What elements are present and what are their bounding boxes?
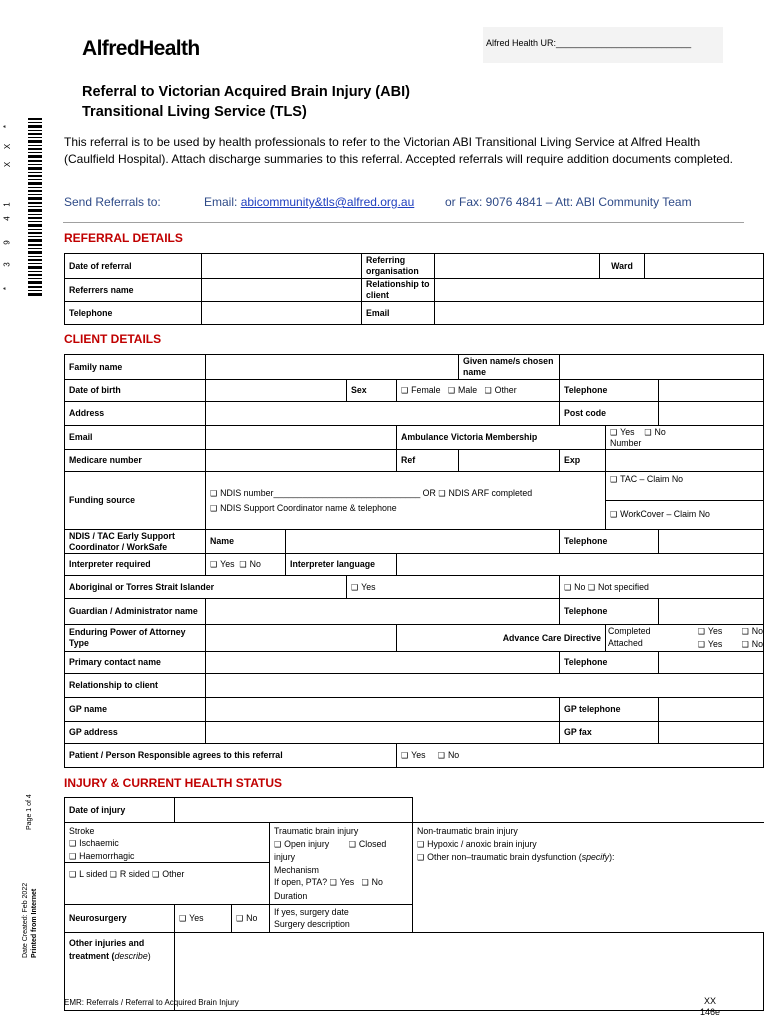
footer-text: EMR: Referrals / Referral to Acquired Brain Injury bbox=[64, 998, 239, 1007]
telephone-label: Telephone bbox=[65, 302, 202, 325]
other-injuries-field[interactable] bbox=[175, 933, 764, 1011]
l-sided-checkbox[interactable]: ❑ L sided bbox=[69, 869, 107, 879]
interpreter-language-field[interactable] bbox=[397, 554, 764, 576]
guardian-telephone-label: Telephone bbox=[560, 599, 659, 625]
ambulance-label: Ambulance Victoria Membership bbox=[397, 426, 606, 450]
email-prefix: Email: bbox=[204, 195, 241, 209]
tac-checkbox[interactable]: ❑ TAC – Claim No bbox=[610, 474, 683, 484]
pta-yes-checkbox[interactable]: ❑ Yes bbox=[330, 877, 355, 887]
primary-contact-label: Primary contact name bbox=[65, 652, 206, 674]
given-name-label: Given name/s chosen name bbox=[459, 355, 560, 380]
referring-org-field[interactable] bbox=[435, 254, 600, 279]
referring-org-label: Referring organisation bbox=[362, 254, 435, 279]
title-line-2: Transitional Living Service (TLS) bbox=[82, 104, 307, 120]
acd-completed-no-checkbox[interactable]: ❑ No bbox=[742, 625, 763, 638]
coordinator-name-label: Name bbox=[206, 530, 286, 554]
other-injuries-text: Other injuries and treatment ( bbox=[69, 938, 145, 961]
pta-no-checkbox[interactable]: ❑ No bbox=[361, 877, 382, 887]
epoa-field[interactable] bbox=[206, 625, 397, 652]
tbi-cell bbox=[270, 823, 413, 905]
gp-telephone-field[interactable] bbox=[659, 698, 764, 722]
funding-source-label: Funding source bbox=[65, 472, 206, 530]
agrees-yes-checkbox[interactable]: ❑ Yes bbox=[401, 750, 426, 760]
referral-table bbox=[64, 253, 764, 325]
injury-table bbox=[64, 797, 764, 1011]
agrees-options[interactable] bbox=[397, 744, 764, 768]
send-fax: or Fax: 9076 4841 – Att: ABI Community Team bbox=[445, 195, 692, 209]
haemorrhagic-checkbox[interactable]: ❑ Haemorrhagic bbox=[69, 850, 265, 863]
surgery-desc-label: Surgery description bbox=[274, 919, 350, 929]
neurosurgery-no[interactable] bbox=[232, 905, 270, 933]
date-of-referral-label: Date of referral bbox=[65, 254, 202, 279]
ref-field[interactable] bbox=[459, 450, 560, 472]
mechanism-label: Mechanism bbox=[274, 864, 319, 875]
telephone-field[interactable] bbox=[202, 302, 362, 325]
ward-field[interactable] bbox=[645, 254, 764, 279]
workcover-checkbox[interactable]: ❑ WorkCover – Claim No bbox=[610, 509, 710, 519]
barcode-icon bbox=[28, 118, 42, 298]
relationship-field[interactable] bbox=[435, 279, 764, 302]
medicare-label: Medicare number bbox=[65, 450, 206, 472]
sex-label: Sex bbox=[347, 380, 397, 402]
ntbi-cell bbox=[413, 823, 764, 905]
barcode-letters bbox=[3, 118, 17, 298]
acd-attached-label: Attached bbox=[608, 638, 643, 648]
email-field[interactable] bbox=[435, 302, 764, 325]
post-code-field[interactable] bbox=[659, 402, 764, 426]
client-email-label: Email bbox=[65, 426, 206, 450]
interpreter-yes-checkbox[interactable]: ❑ Yes bbox=[210, 559, 235, 569]
barcode-char: * bbox=[2, 124, 12, 129]
describe-text: describe bbox=[114, 951, 148, 961]
stroke-label: Stroke bbox=[69, 826, 95, 836]
ambulance-number-label: Number bbox=[610, 438, 642, 448]
ntbi-label: Non-traumatic brain injury bbox=[417, 826, 518, 836]
barcode-char: 9 bbox=[2, 240, 12, 245]
ndis-tac-coordinator-label: NDIS / TAC Early Support Coordinator / WorkSafe bbox=[65, 530, 206, 554]
barcode-char: 1 bbox=[2, 202, 12, 207]
send-label: Send Referrals to: bbox=[64, 195, 161, 209]
date-of-injury-field[interactable] bbox=[175, 798, 413, 823]
gp-name-label: GP name bbox=[65, 698, 206, 722]
address-field[interactable] bbox=[206, 402, 560, 426]
open-injury-checkbox[interactable]: ❑ Open injury bbox=[274, 839, 329, 849]
address-label: Address bbox=[65, 402, 206, 426]
exp-field[interactable] bbox=[606, 450, 764, 472]
interpreter-no-checkbox[interactable]: ❑ No bbox=[239, 559, 260, 569]
exp-label: Exp bbox=[560, 450, 606, 472]
male-checkbox[interactable]: ❑ Male bbox=[448, 385, 477, 395]
relationship-label: Relationship to client bbox=[362, 279, 435, 302]
coordinator-telephone-field[interactable] bbox=[659, 530, 764, 554]
aboriginal-yes[interactable] bbox=[347, 576, 560, 599]
ambulance-no-checkbox[interactable]: ❑ No bbox=[644, 427, 665, 437]
stroke-cell bbox=[65, 823, 270, 905]
duration-label: Duration bbox=[274, 890, 308, 901]
barcode-char: X bbox=[3, 143, 13, 150]
pta-label: If open, PTA? bbox=[274, 877, 328, 887]
describe-end: ) bbox=[147, 951, 151, 961]
surgery-date-label: If yes, surgery date bbox=[274, 907, 349, 917]
surgery-cell[interactable] bbox=[270, 905, 413, 933]
ndis-arf-checkbox[interactable]: ❑ NDIS ARF completed bbox=[438, 488, 532, 498]
page-number: Page 1 of 4 bbox=[26, 794, 33, 830]
footer-code-1: XX bbox=[704, 996, 717, 1006]
gp-fax-label: GP fax bbox=[560, 722, 659, 744]
primary-relationship-field[interactable] bbox=[206, 674, 764, 698]
guardian-label: Guardian / Administrator name bbox=[65, 599, 206, 625]
r-sided-checkbox[interactable]: ❑ R sided bbox=[110, 869, 150, 879]
acd-completed-label: Completed bbox=[608, 626, 651, 636]
ndis-coordinator-checkbox[interactable]: ❑ NDIS Support Coordinator name & telephone bbox=[210, 503, 397, 513]
gp-address-label: GP address bbox=[65, 722, 206, 744]
date-of-injury-label: Date of injury bbox=[65, 798, 175, 823]
client-telephone-label: Telephone bbox=[560, 380, 659, 402]
email-label: Email bbox=[362, 302, 435, 325]
guardian-telephone-field[interactable] bbox=[659, 599, 764, 625]
given-name-field[interactable] bbox=[560, 355, 764, 380]
intro-paragraph: This referral is to be used by health professionals to refer to the Victorian ABI Transitional Living Service at Alfred Health (Caulfield Hospital). Attach discharge summaries to this referral. Accepted referrals will require addition documents completed. bbox=[64, 135, 733, 166]
blank-cell-2 bbox=[413, 905, 764, 933]
medicare-field[interactable] bbox=[206, 450, 397, 472]
section-referral-details: REFERRAL DETAILS bbox=[64, 231, 183, 245]
interpreter-options[interactable] bbox=[206, 554, 286, 576]
ward-label: Ward bbox=[600, 254, 645, 279]
ambulance-yes-checkbox[interactable]: ❑ Yes bbox=[610, 427, 635, 437]
epoa-label: Enduring Power of Attorney Type bbox=[65, 625, 206, 652]
other-checkbox[interactable]: ❑ Other bbox=[484, 385, 516, 395]
tbi-label: Traumatic brain injury bbox=[274, 826, 359, 836]
dob-field[interactable] bbox=[206, 380, 347, 402]
barcode-char: 3 bbox=[2, 262, 12, 267]
blank-cell bbox=[413, 798, 764, 823]
sex-options[interactable] bbox=[397, 380, 560, 402]
divider bbox=[63, 222, 744, 223]
primary-telephone-label: Telephone bbox=[560, 652, 659, 674]
footer-code-2: 146e bbox=[700, 1007, 721, 1017]
neurosurgery-label: Neurosurgery bbox=[65, 905, 175, 933]
gp-fax-field[interactable] bbox=[659, 722, 764, 744]
referrers-name-field[interactable] bbox=[202, 279, 362, 302]
interpreter-language-label: Interpreter language bbox=[286, 554, 397, 576]
client-table bbox=[64, 354, 764, 768]
send-email bbox=[204, 195, 414, 209]
agrees-no-checkbox[interactable]: ❑ No bbox=[438, 750, 459, 760]
funding-claims bbox=[606, 472, 764, 530]
gp-address-field[interactable] bbox=[206, 722, 560, 744]
ref-label: Ref bbox=[397, 450, 459, 472]
ndis-number-checkbox[interactable]: ❑ NDIS number______________________________ OR bbox=[210, 488, 436, 498]
coordinator-telephone-label: Telephone bbox=[560, 530, 659, 554]
referrers-name-label: Referrers name bbox=[65, 279, 202, 302]
title-line-1: Referral to Victorian Acquired Brain Injury (ABI) bbox=[82, 84, 410, 100]
dob-label: Date of birth bbox=[65, 380, 206, 402]
acd-attached-no-checkbox[interactable]: ❑ No bbox=[742, 638, 763, 651]
aboriginal-not-specified-checkbox[interactable]: ❑ Not specified bbox=[588, 582, 649, 592]
aboriginal-yes-checkbox[interactable]: ❑ Yes bbox=[351, 582, 376, 592]
neurosurgery-yes-checkbox[interactable]: ❑ Yes bbox=[179, 913, 204, 923]
ambulance-options[interactable] bbox=[606, 426, 764, 450]
tac-claim[interactable] bbox=[606, 472, 763, 501]
aboriginal-no[interactable] bbox=[560, 576, 764, 599]
agrees-label: Patient / Person Responsible agrees to this referral bbox=[65, 744, 397, 768]
acd-attached-yes-checkbox[interactable]: ❑ Yes bbox=[698, 638, 742, 651]
acd-options bbox=[606, 625, 764, 652]
email-link[interactable]: abicommunity&tls@alfred.org.au bbox=[240, 195, 415, 209]
guardian-field[interactable] bbox=[206, 599, 560, 625]
gp-name-field[interactable] bbox=[206, 698, 560, 722]
client-telephone-field[interactable] bbox=[659, 380, 764, 402]
family-name-label: Family name bbox=[65, 355, 206, 380]
specify-end: ): bbox=[609, 852, 615, 862]
workcover-claim[interactable] bbox=[606, 501, 763, 529]
interpreter-label: Interpreter required bbox=[65, 554, 206, 576]
primary-contact-field[interactable] bbox=[206, 652, 560, 674]
page-title bbox=[82, 82, 542, 122]
acd-label: Advance Care Directive bbox=[397, 625, 606, 652]
footer-code bbox=[700, 996, 720, 1018]
client-email-field[interactable] bbox=[206, 426, 397, 450]
date-created: Date Created: Feb 2022 bbox=[22, 882, 29, 958]
section-client-details: CLIENT DETAILS bbox=[64, 332, 162, 346]
barcode-char: * bbox=[2, 286, 12, 291]
family-name-field[interactable] bbox=[206, 355, 459, 380]
aboriginal-label: Aboriginal or Torres Strait Islander bbox=[65, 576, 347, 599]
section-injury: INJURY & CURRENT HEALTH STATUS bbox=[64, 776, 283, 790]
hypoxic-checkbox[interactable]: ❑ Hypoxic / anoxic brain injury bbox=[417, 838, 760, 852]
other-nt-checkbox[interactable]: ❑ Other non–traumatic brain dysfunction ( bbox=[417, 852, 582, 862]
alfred-health-logo: AlfredHealth bbox=[82, 37, 200, 60]
post-code-label: Post code bbox=[560, 402, 659, 426]
specify-text: specify bbox=[581, 852, 610, 862]
neurosurgery-yes[interactable] bbox=[175, 905, 232, 933]
funding-options bbox=[206, 472, 606, 530]
printed-from: Printed from Internet bbox=[31, 888, 38, 958]
closed-injury-checkbox[interactable]: ❑ Closed injury bbox=[274, 839, 386, 863]
neurosurgery-no-checkbox[interactable]: ❑ No bbox=[236, 913, 257, 923]
primary-relationship-label: Relationship to client bbox=[65, 674, 206, 698]
ur-label: Alfred Health UR:___________________________ bbox=[486, 38, 692, 48]
gp-telephone-label: GP telephone bbox=[560, 698, 659, 722]
aboriginal-no-checkbox[interactable]: ❑ No bbox=[564, 582, 585, 592]
primary-telephone-field[interactable] bbox=[659, 652, 764, 674]
ischaemic-checkbox[interactable]: ❑ Ischaemic bbox=[69, 837, 265, 850]
stroke-other-checkbox[interactable]: ❑ Other bbox=[152, 869, 184, 879]
coordinator-name-field[interactable] bbox=[286, 530, 560, 554]
barcode-char: X bbox=[3, 161, 13, 168]
acd-completed-yes-checkbox[interactable]: ❑ Yes bbox=[698, 625, 742, 638]
date-of-referral-field[interactable] bbox=[202, 254, 362, 279]
barcode-char: 4 bbox=[2, 216, 12, 221]
female-checkbox[interactable]: ❑ Female bbox=[401, 385, 441, 395]
